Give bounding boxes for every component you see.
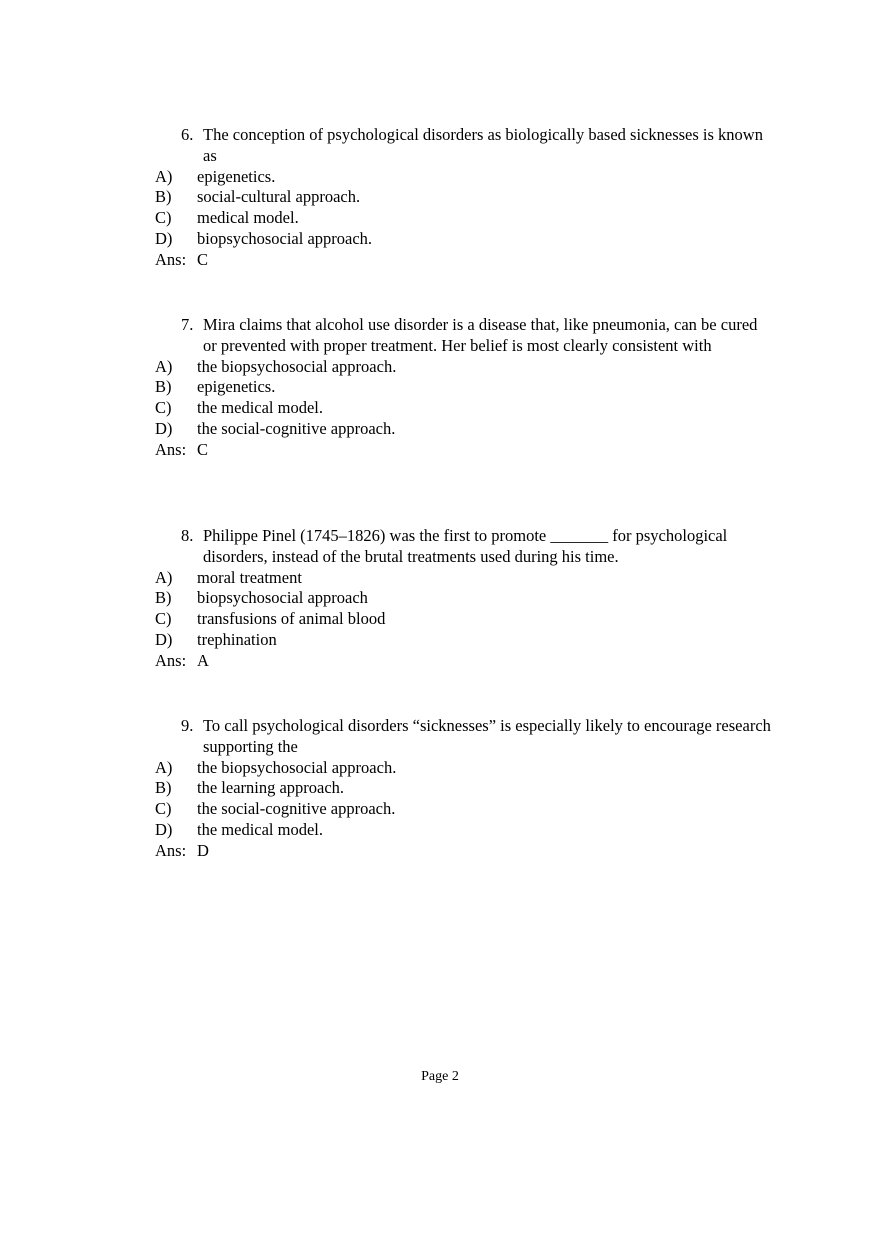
option-text: the biopsychosocial approach. (197, 757, 397, 777)
option-letter: A) (155, 166, 173, 186)
answer-line (155, 841, 775, 862)
option-b (155, 778, 775, 799)
option-c (155, 208, 775, 229)
question-8 (155, 526, 775, 672)
question-number: 9. (181, 716, 194, 735)
option-text: the biopsychosocial approach. (197, 356, 397, 376)
option-letter: B) (155, 588, 172, 608)
question-text: The conception of psychological disorders as biologically based sicknesses is known as (203, 125, 763, 165)
option-b (155, 588, 775, 609)
option-letter: B) (155, 187, 172, 207)
option-text: social-cultural approach. (197, 187, 361, 207)
question-stem (181, 716, 775, 758)
option-text: epigenetics. (197, 166, 276, 186)
option-c (155, 799, 775, 820)
question-7 (155, 315, 775, 461)
option-text: trephination (197, 629, 277, 649)
option-letter: D) (155, 629, 173, 649)
question-stem (181, 125, 775, 167)
option-text: transfusions of animal blood (197, 609, 386, 629)
option-c (155, 398, 775, 419)
question-number: 7. (181, 315, 194, 334)
option-text: biopsychosocial approach (197, 588, 368, 608)
option-letter: B) (155, 377, 172, 397)
option-d (155, 419, 775, 440)
option-text: the learning approach. (197, 778, 345, 798)
option-d (155, 229, 775, 250)
question-9 (155, 716, 775, 862)
option-letter: D) (155, 228, 173, 248)
option-c (155, 609, 775, 630)
option-letter: B) (155, 778, 172, 798)
option-text: the medical model. (197, 819, 323, 839)
option-letter: C) (155, 398, 172, 418)
option-b (155, 187, 775, 208)
option-text: epigenetics. (197, 377, 276, 397)
option-text: biopsychosocial approach. (197, 228, 373, 248)
question-6 (155, 125, 775, 271)
answer-value: C (197, 249, 209, 269)
option-a (155, 568, 775, 589)
question-stem (181, 526, 775, 568)
option-letter: C) (155, 208, 172, 228)
option-text: the social-cognitive approach. (197, 418, 396, 438)
answer-value: C (197, 439, 209, 459)
option-letter: A) (155, 757, 173, 777)
answer-label: Ans: (155, 249, 187, 269)
answer-label: Ans: (155, 439, 187, 459)
option-a (155, 357, 775, 378)
option-text: the medical model. (197, 398, 323, 418)
option-text: moral treatment (197, 567, 302, 587)
answer-line (155, 440, 775, 461)
option-letter: C) (155, 609, 172, 629)
answer-label: Ans: (155, 650, 187, 670)
answer-line (155, 651, 775, 672)
option-letter: D) (155, 819, 173, 839)
option-letter: A) (155, 567, 173, 587)
option-letter: C) (155, 799, 172, 819)
option-a (155, 167, 775, 188)
option-letter: A) (155, 356, 173, 376)
option-letter: D) (155, 418, 173, 438)
answer-line (155, 250, 775, 271)
option-d (155, 630, 775, 651)
question-text: To call psychological disorders “sicknesses” is especially likely to encourage research supporting the (203, 716, 771, 756)
option-b (155, 377, 775, 398)
option-text: the social-cognitive approach. (197, 799, 396, 819)
answer-label: Ans: (155, 840, 187, 860)
question-text: Philippe Pinel (1745–1826) was the first to promote _______ for psychological disorders, instead of the brutal treatments used during his time. (203, 526, 728, 566)
option-d (155, 820, 775, 841)
option-a (155, 758, 775, 779)
page-footer (0, 1068, 880, 1086)
question-number: 6. (181, 125, 194, 144)
question-number: 8. (181, 526, 194, 545)
question-stem (181, 315, 775, 357)
page-number: Page 2 (421, 1069, 459, 1084)
question-text: Mira claims that alcohol use disorder is a disease that, like pneumonia, can be cured or prevented with proper treatment. Her belief is most clearly consistent with (203, 315, 758, 355)
answer-value: A (197, 650, 209, 670)
answer-value: D (197, 840, 209, 860)
option-text: medical model. (197, 208, 299, 228)
